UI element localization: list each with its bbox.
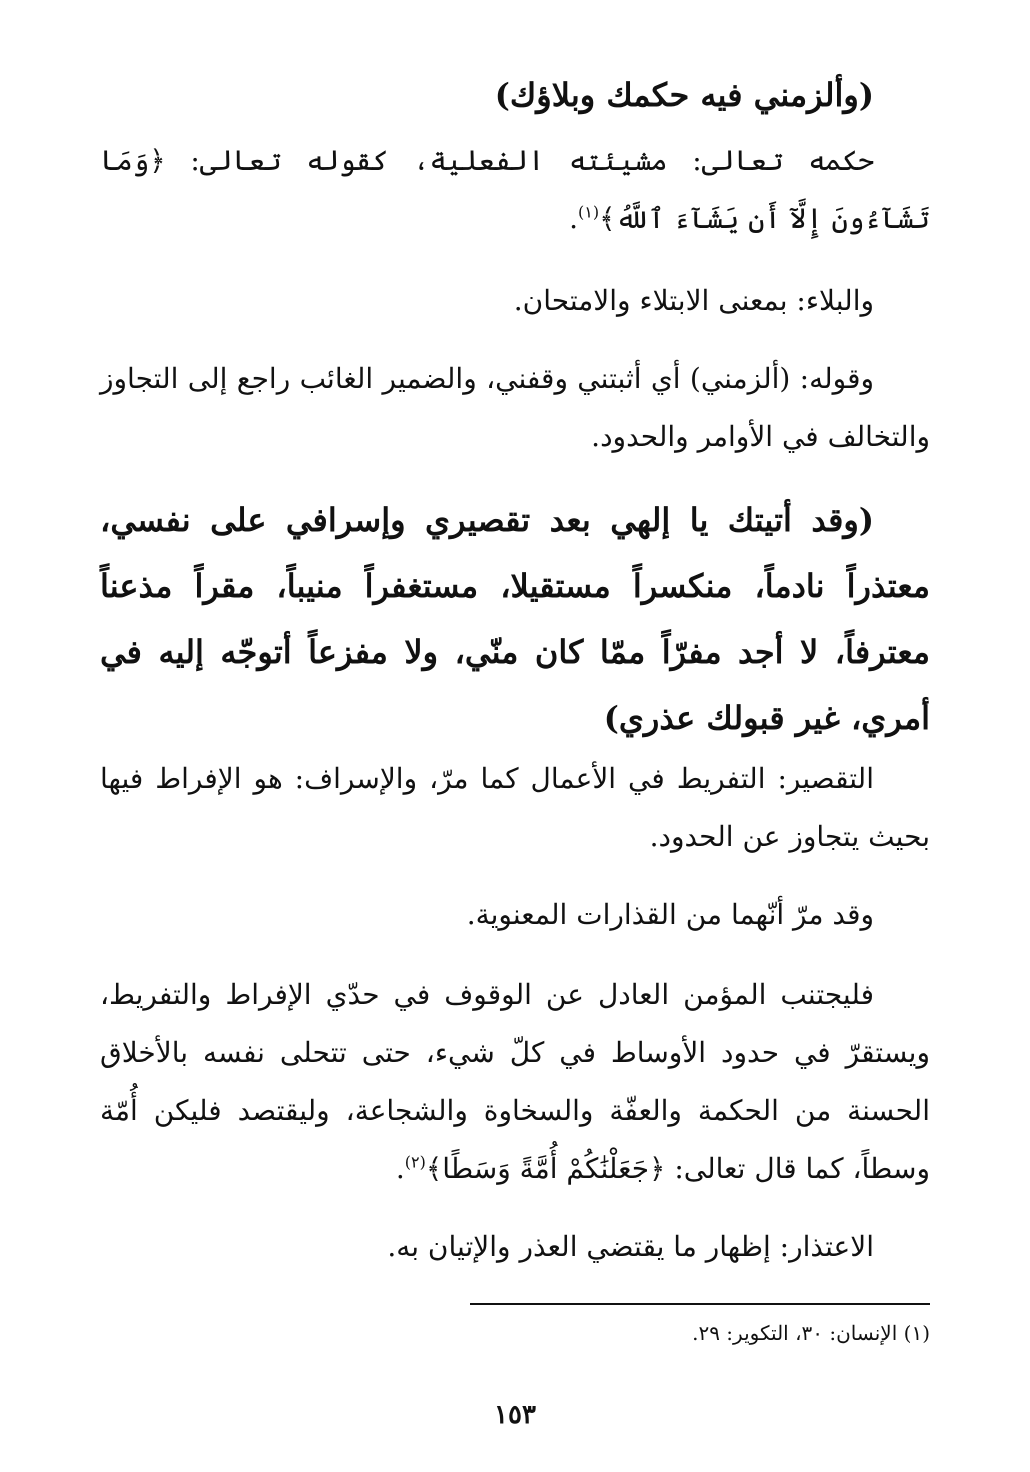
page-number: ١٥٣ <box>494 1400 536 1430</box>
footnote-divider <box>470 1303 930 1305</box>
paragraph-qatharat: وقد مرّ أنّهما من القذارات المعنوية. <box>466 898 874 931</box>
paragraph-taqsir: التقصير: التفريط في الأعمال كما مرّ، والإسراف: هو الإفراط فيها بحيث يتجاوز عن الحدود. <box>100 762 930 853</box>
paragraph-itithar: الاعتذار: إظهار ما يقتضي العذر والإتيان به. <box>387 1230 874 1263</box>
paragraph-text: حكمه تعالى: مشيئته الفعلية، كقوله تعالى: <box>190 144 874 177</box>
paragraph-balaa: والبلاء: بمعنى الابتلاء والامتحان. <box>513 284 874 317</box>
paragraph-wasat <box>100 966 930 1198</box>
paragraph-end: . <box>395 1152 405 1185</box>
section-heading-2: (وقد أتيتك يا إلهي بعد تقصيري وإسرافي على نفسي، معتذراً نادماً، منكسراً مستقيلا، مستغفراً منيباً، مقراً مذعناً معترفاً، لا أجد مفرّاً ممّا كان منّي، ولا مفزعاً أتوجّه إليه في أمري، غير قبولك عذري) <box>100 501 931 737</box>
paragraph-alzimni: وقوله: (ألزمني) أي أثبتني وقفني، والضمير الغائب راجع إلى التجاوز والتخالف في الأوامر والحدود. <box>100 362 930 453</box>
footnote-1: (١) الإنسان: ٣٠، التكوير: ٢٩. <box>692 1321 930 1345</box>
paragraph-end: . <box>569 202 578 235</box>
footnote-ref-2: (٢) <box>404 1152 426 1172</box>
footnote-ref-1: (١) <box>577 202 600 222</box>
book-page <box>100 0 930 1472</box>
section-heading-1: (وألزمني فيه حكمك وبلاؤك) <box>494 76 874 114</box>
paragraph-text: فليجتنب المؤمن العادل عن الوقوف في حدّي الإفراط والتفريط، ويستقرّ في حدود الأوساط في كلّ شيء، حتى تتحلى نفسه بالأخلاق الحسنة من الحكمة والعفّة والسخاوة والشجاعة، وليقتصد فليكن أُمّة وسطاً، كما قال تعالى: <box>100 978 930 1185</box>
quran-verse: ﴿وَمَا تَشَآءُونَ إِلَّآ أَن يَشَآءَ ٱللَّهُ﴾ <box>100 144 930 235</box>
quran-verse: ﴿جَعَلْنَٰكُمْ أُمَّةً وَسَطًا﴾ <box>425 1152 666 1185</box>
paragraph-hukm <box>100 132 930 248</box>
